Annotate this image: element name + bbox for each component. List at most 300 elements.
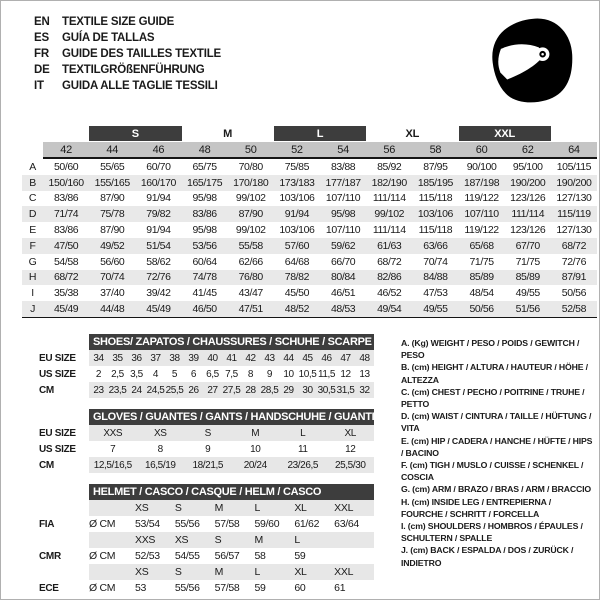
helmet-value: 61 [334, 582, 346, 594]
gloves-table-title: GLOVES / GUANTES / GANTS / HANDSCHUHE / GUANTI [89, 409, 374, 425]
size-group-row [22, 126, 597, 141]
cell-value: 2,5 [111, 368, 124, 380]
helmet-value: 57/58 [214, 582, 240, 594]
measurement-value: 115/119 [557, 208, 591, 221]
measurement-value: 82/86 [377, 271, 402, 284]
helmet-value: 53 [135, 582, 147, 594]
cell-value: XL [344, 427, 356, 439]
measurement-value: 50/56 [469, 303, 494, 316]
row-label: EU SIZE [39, 427, 76, 439]
helmet-sizes-row [25, 532, 374, 548]
measurement-value: 103/106 [279, 224, 315, 237]
row-label: CM [39, 384, 54, 396]
measurement-value: 55/65 [100, 160, 125, 173]
measurement-value: 111/114 [372, 192, 406, 205]
cell-value: L [300, 427, 306, 439]
measurement-value: 62/66 [238, 255, 263, 268]
row-band [89, 441, 374, 457]
unit-label: Ø CM [89, 582, 116, 594]
shoes-table-title: SHOES/ ZAPATOS / CHAUSSURES / SCHUHE / SCARPE [89, 334, 374, 350]
helmet-value: 59 [294, 550, 306, 562]
helmet-table-title: HELMET / CASCO / CASQUE / HELM / CASCO [89, 484, 374, 500]
guide-title: GUIDA ALLE TAGLIE TESSILI [62, 80, 218, 92]
measurement-value: 127/130 [556, 192, 592, 205]
measurement-row [22, 222, 597, 238]
row-label: US SIZE [39, 443, 76, 455]
measurement-value: 107/110 [464, 208, 499, 221]
measurement-value: 95/98 [192, 224, 217, 237]
measurement-value: 70/74 [100, 271, 125, 284]
measurement-value: 99/102 [374, 208, 405, 221]
measurement-value: 70/74 [423, 255, 448, 268]
measurement-value: 61/63 [377, 239, 402, 252]
measurement-row [22, 270, 597, 286]
helmet-size-label: XXL [334, 566, 354, 578]
cell-value: 23 [93, 384, 104, 396]
measurement-value: 71/75 [469, 255, 494, 268]
measurement-value: 71/74 [53, 208, 79, 221]
cell-value: 3,5 [130, 368, 143, 380]
measurement-row-label: C [28, 192, 37, 205]
measurement-value: 105/115 [556, 160, 592, 173]
helmet-value: 59 [254, 582, 266, 594]
standard-label: ECE [39, 582, 59, 594]
measurement-value: 90/100 [466, 160, 497, 173]
measurement-value: 87/90 [238, 208, 263, 221]
measurement-value: 79/82 [146, 208, 171, 221]
cell-value: 32 [359, 384, 370, 396]
guide-title: GUÍA DE TALLAS [62, 32, 155, 44]
racing-helmet-icon [482, 13, 579, 110]
measurement-value: 49/52 [100, 239, 125, 252]
cell-value: 9 [205, 443, 211, 455]
row-band [89, 350, 374, 366]
numeric-size-label: 44 [106, 143, 119, 156]
row-band [89, 382, 374, 398]
cell-value: 12,5/16,5 [93, 459, 132, 471]
measurement-value: 83/86 [53, 224, 79, 237]
helmet-values-row [25, 580, 374, 596]
cell-value: 41 [226, 352, 237, 364]
cell-value: 4 [152, 368, 159, 380]
measurement-value: 155/165 [94, 176, 130, 189]
measurement-value: 177/187 [325, 176, 361, 189]
measurement-value: 150/160 [48, 176, 84, 189]
measurement-value: 46/51 [330, 287, 356, 300]
helmet-value: 56/57 [214, 550, 240, 562]
language-row [34, 62, 221, 78]
cell-value: 10 [283, 368, 294, 380]
language-code: EN [34, 16, 50, 28]
cell-value: 23,5 [108, 384, 127, 396]
measurement-value: 57/60 [284, 239, 310, 252]
measurement-value: 185/195 [417, 176, 453, 189]
measurement-value: 85/89 [469, 271, 494, 284]
cell-value: 38 [169, 352, 180, 364]
measurement-value: 99/102 [235, 224, 266, 237]
cell-value: 11,5 [317, 368, 336, 380]
measurement-row-label: F [29, 239, 36, 252]
helmet-size-table [25, 484, 374, 596]
measurement-value: 49/55 [515, 287, 540, 300]
measurement-value: 54/58 [53, 255, 79, 268]
measurement-row [22, 191, 597, 207]
row-band [89, 457, 374, 473]
measurement-value: 65/68 [469, 239, 494, 252]
numeric-size-row [22, 142, 597, 159]
measurement-value: 52/58 [561, 303, 587, 316]
measurement-value: 187/198 [464, 176, 500, 189]
measurement-row-label: A [29, 160, 36, 173]
cell-value: XXS [103, 427, 123, 439]
cell-value: 11 [297, 443, 308, 455]
helmet-value: 60 [294, 582, 306, 594]
measurement-value: 51/54 [146, 239, 171, 252]
numeric-size-label: 56 [383, 143, 396, 156]
measurement-value: 127/130 [556, 224, 592, 237]
helmet-value: 55/56 [174, 518, 200, 530]
measurement-row-label: J [30, 303, 35, 316]
helmet-values-band [89, 516, 374, 532]
measurement-value: 91/94 [146, 192, 171, 205]
legend-item: H. (cm) INSIDE LEG / ENTREPIERNA / FOURCHE / SCHRITT / FORCELLA [401, 496, 552, 519]
language-code: IT [34, 80, 44, 92]
language-code: DE [34, 64, 50, 76]
cell-value: 9 [266, 368, 273, 380]
legend-item: C. (cm) CHEST / PECHO / POITRINE / TRUHE / PETTO [401, 386, 585, 410]
helmet-size-label: L [254, 502, 261, 514]
measurement-value: 107/110 [325, 224, 361, 237]
helmet-size-label: XL [294, 502, 307, 514]
measurement-legend [401, 337, 593, 569]
numeric-size-label: 50 [244, 143, 257, 156]
gloves-size-table [25, 409, 374, 473]
cell-value: 30,5 [317, 384, 336, 396]
measurement-value: 115/118 [418, 224, 453, 237]
cell-value: 8 [157, 443, 163, 455]
cell-value: 24,5 [146, 384, 165, 396]
measurement-value: 173/183 [279, 176, 315, 189]
cell-value: 36 [131, 352, 142, 364]
cell-value: M [251, 427, 260, 439]
cell-value: XS [153, 427, 167, 439]
measurement-value: 45/50 [284, 287, 310, 300]
helmet-size-label: XXL [334, 502, 354, 514]
measurement-value: 48/52 [284, 303, 310, 316]
cell-value: 12 [345, 443, 356, 455]
legend-item: B. (cm) HEIGHT / ALTURA / HAUTEUR / HÖHE / ALTEZZA [401, 362, 588, 385]
helmet-size-label: S [174, 566, 182, 578]
cell-value: 27,5 [222, 384, 241, 396]
measurement-value: 87/90 [100, 224, 125, 237]
measurement-value: 119/122 [464, 192, 499, 205]
measurement-row-label: E [29, 224, 36, 237]
cell-value: 5 [171, 368, 178, 380]
standard-label: FIA [39, 518, 55, 530]
language-row [34, 14, 221, 30]
measurement-value: 160/170 [140, 176, 176, 189]
measurement-value: 190/200 [556, 176, 592, 189]
size-group-label: XL [405, 127, 420, 140]
cell-value: 39 [188, 352, 199, 364]
numeric-size-label: 60 [475, 143, 488, 156]
helmet-size-label: XS [135, 566, 149, 578]
cell-value: 25,5/30 [334, 459, 366, 471]
table-row [25, 350, 374, 366]
helmet-value: 57/58 [214, 518, 240, 530]
language-row [34, 30, 221, 46]
table-header-row [25, 334, 374, 350]
measurement-value: 71/75 [515, 255, 540, 268]
cell-value: 29 [283, 384, 294, 396]
cell-value: 6,5 [206, 368, 219, 380]
legend-item: J. (cm) BACK / ESPALDA / DOS / ZURÜCK / INDIETRO [401, 545, 574, 568]
guide-title: GUIDE DES TAILLES TEXTILE [62, 48, 221, 60]
language-title-list [34, 14, 221, 94]
measurement-value: 35/38 [53, 287, 79, 300]
cell-value: 26 [188, 384, 199, 396]
helmet-sizes-band [89, 564, 374, 580]
legend-item: D. (cm) WAIST / CINTURA / TAILLE / HÜFTUNG / VITA [401, 411, 592, 434]
cell-value: 31,5 [336, 384, 355, 396]
unit-label: Ø CM [89, 550, 116, 562]
measurement-value: 72/76 [561, 255, 587, 268]
measurement-value: 95/98 [192, 192, 217, 205]
guide-title: TEXTILE SIZE GUIDE [62, 16, 175, 28]
cell-value: 45 [302, 352, 313, 364]
helmet-size-label: XS [135, 502, 149, 514]
helmet-values-band [89, 548, 374, 564]
cell-value: 18/21,5 [192, 459, 224, 471]
measurement-value: 49/55 [423, 303, 448, 316]
measurement-value: 67/70 [515, 239, 540, 252]
measurement-value: 165/175 [187, 176, 223, 189]
language-code: FR [34, 48, 49, 60]
measurement-value: 75/85 [284, 160, 310, 173]
measurement-value: 119/122 [464, 224, 499, 237]
language-code: ES [34, 32, 49, 44]
size-group-label: M [223, 127, 233, 140]
measurement-row [22, 254, 597, 270]
cell-value: 10,5 [298, 368, 317, 380]
numeric-size-label: 42 [60, 143, 72, 156]
table-row [25, 425, 374, 441]
measurement-value: 60/64 [192, 255, 217, 268]
cell-value: 30 [302, 384, 313, 396]
measurement-value: 95/100 [512, 160, 543, 173]
numeric-size-label: 64 [568, 143, 580, 156]
measurement-value: 76/80 [238, 271, 263, 284]
cell-value: 40 [207, 352, 218, 364]
measurement-value: 170/180 [233, 176, 269, 189]
numeric-size-label: 48 [198, 143, 211, 156]
cell-value: 24 [131, 384, 142, 396]
shoes-size-table [25, 334, 374, 398]
measurement-value: 50/60 [53, 160, 79, 173]
size-group-label: L [274, 126, 366, 141]
measurement-row [22, 159, 597, 175]
helmet-size-label: M [214, 502, 224, 514]
helmet-value: 63/64 [334, 518, 359, 530]
measurement-value: 72/76 [146, 271, 171, 284]
helmet-value: 53/54 [135, 518, 160, 530]
measurement-row [22, 175, 597, 191]
measurement-value: 103/106 [279, 192, 315, 205]
legend-item: I. (cm) SHOULDERS / HOMBROS / ÉPAULES / SCHULTERN / SPALLE [401, 521, 583, 544]
helmet-value: 58 [254, 550, 266, 562]
language-row [34, 46, 221, 62]
helmet-size-label: L [294, 534, 300, 546]
measurement-value: 41/45 [192, 287, 217, 300]
row-band [89, 366, 374, 382]
cell-value: 16,5/19 [144, 459, 176, 471]
measurement-value: 50/56 [561, 287, 587, 300]
cell-value: 46 [321, 352, 332, 364]
measurement-value: 44/48 [100, 303, 125, 316]
measurement-value: 55/58 [238, 239, 263, 252]
helmet-value: 59/60 [254, 518, 280, 530]
measurement-value: 74/78 [192, 271, 217, 284]
measurement-value: 95/98 [330, 208, 356, 221]
measurement-value: 111/114 [372, 224, 406, 237]
cell-value: 25,5 [165, 384, 184, 396]
measurement-value: 87/95 [423, 160, 448, 173]
measurement-value: 70/80 [238, 160, 263, 173]
measurement-value: 123/126 [510, 224, 546, 237]
measurement-row-label: H [28, 271, 37, 284]
cell-value: 8 [247, 368, 254, 380]
measurement-value: 48/54 [469, 287, 494, 300]
cell-value: 37 [150, 352, 161, 364]
measurement-value: 91/94 [146, 224, 171, 237]
measurement-value: 65/75 [192, 160, 217, 173]
helmet-size-label: M [254, 534, 263, 546]
measurement-value: 47/50 [53, 239, 79, 252]
size-group-label: S [89, 126, 181, 141]
measurement-value: 83/86 [192, 208, 217, 221]
helmet-values-row [25, 548, 374, 564]
helmet-sizes-band [89, 500, 374, 516]
cell-value: 10 [250, 443, 261, 455]
measurement-value: 49/54 [377, 303, 402, 316]
measurement-row-label: B [29, 176, 36, 189]
measurement-value: 103/106 [417, 208, 453, 221]
guide-title: TEXTILGRÖßENFÜHRUNG [62, 64, 205, 76]
measurement-value: 53/56 [192, 239, 217, 252]
measurement-value: 68/72 [53, 271, 79, 284]
cell-value: 28 [245, 384, 256, 396]
table-row [25, 366, 374, 382]
table-header-row [25, 409, 374, 425]
helmet-value: 54/55 [174, 550, 200, 562]
measurement-row [22, 206, 597, 222]
numeric-size-label: 52 [291, 143, 303, 156]
cell-value: 6 [190, 368, 197, 380]
cell-value: 42 [245, 352, 256, 364]
measurement-value: 43/47 [238, 287, 263, 300]
numeric-size-label: 46 [152, 143, 165, 156]
measurement-row-label: I [31, 287, 34, 300]
standard-label: CMR [39, 550, 61, 562]
cell-value: 23/26,5 [287, 459, 319, 471]
row-label: EU SIZE [39, 352, 76, 364]
language-row [34, 78, 221, 94]
numeric-size-label: 62 [521, 143, 534, 156]
measurement-value: 46/52 [377, 287, 402, 300]
measurement-value: 66/70 [330, 255, 356, 268]
legend-item: E. (cm) HIP / CADERA / HANCHE / HÜFTE / HIPS / BACINO [401, 435, 593, 458]
helmet-size-label: XS [174, 534, 189, 546]
measurement-value: 83/86 [53, 192, 79, 205]
helmet-size-label: M [214, 566, 224, 578]
measurement-row-label: G [28, 255, 37, 268]
cell-value: 13 [359, 368, 370, 380]
helmet-sizes-row [25, 564, 374, 580]
measurement-value: 80/84 [330, 271, 356, 284]
measurement-value: 111/114 [511, 208, 545, 221]
size-group-label: XXL [459, 126, 551, 141]
measurement-value: 39/42 [146, 287, 171, 300]
measurement-value: 87/91 [561, 271, 587, 284]
helmet-value: 61/62 [294, 518, 320, 530]
section-divider [22, 317, 597, 318]
unit-label: Ø CM [89, 518, 116, 530]
helmet-sizes-row [25, 500, 374, 516]
cell-value: 47 [340, 352, 351, 364]
helmet-value: 55/56 [174, 582, 200, 594]
cell-value: 7,5 [225, 368, 238, 380]
helmet-values-row [25, 516, 374, 532]
cell-value: 7 [110, 443, 116, 455]
measurement-value: 85/92 [377, 160, 402, 173]
measurement-value: 83/88 [330, 160, 356, 173]
measurement-value: 37/40 [100, 287, 125, 300]
legend-item: G. (cm) ARM / BRAZO / BRAS / ARM / BRACCIO [401, 484, 591, 495]
measurement-value: 84/88 [423, 271, 448, 284]
helmet-values-band [89, 580, 374, 596]
helmet-size-label: L [254, 566, 261, 578]
helmet-size-label: XXS [135, 534, 156, 546]
garment-size-table [22, 126, 597, 317]
helmet-size-label: XL [294, 566, 307, 578]
row-label: US SIZE [39, 368, 76, 380]
measurement-row [22, 285, 597, 301]
row-band [89, 425, 374, 441]
measurement-value: 47/51 [238, 303, 263, 316]
cell-value: 44 [283, 352, 294, 364]
cell-value: 27 [207, 384, 218, 396]
legend-item: F. (cm) TIGH / MUSLO / CUISSE / SCHENKEL / COSCIA [401, 460, 584, 483]
cell-value: S [204, 427, 211, 439]
measurement-row [22, 301, 597, 317]
cell-value: 2 [95, 368, 102, 380]
table-row [25, 382, 374, 398]
measurement-value: 47/53 [423, 287, 448, 300]
measurement-value: 63/66 [423, 239, 448, 252]
measurement-value: 45/49 [146, 303, 171, 316]
cell-value: 34 [93, 352, 104, 364]
measurement-value: 58/62 [146, 255, 171, 268]
numeric-size-label: 58 [429, 143, 442, 156]
measurement-value: 56/60 [100, 255, 125, 268]
measurement-row [22, 238, 597, 254]
helmet-size-label: S [174, 502, 182, 514]
measurement-value: 91/94 [284, 208, 310, 221]
measurement-value: 78/82 [284, 271, 310, 284]
table-header-row [25, 484, 374, 500]
measurement-value: 75/78 [100, 208, 125, 221]
helmet-value: 52/53 [135, 550, 160, 562]
